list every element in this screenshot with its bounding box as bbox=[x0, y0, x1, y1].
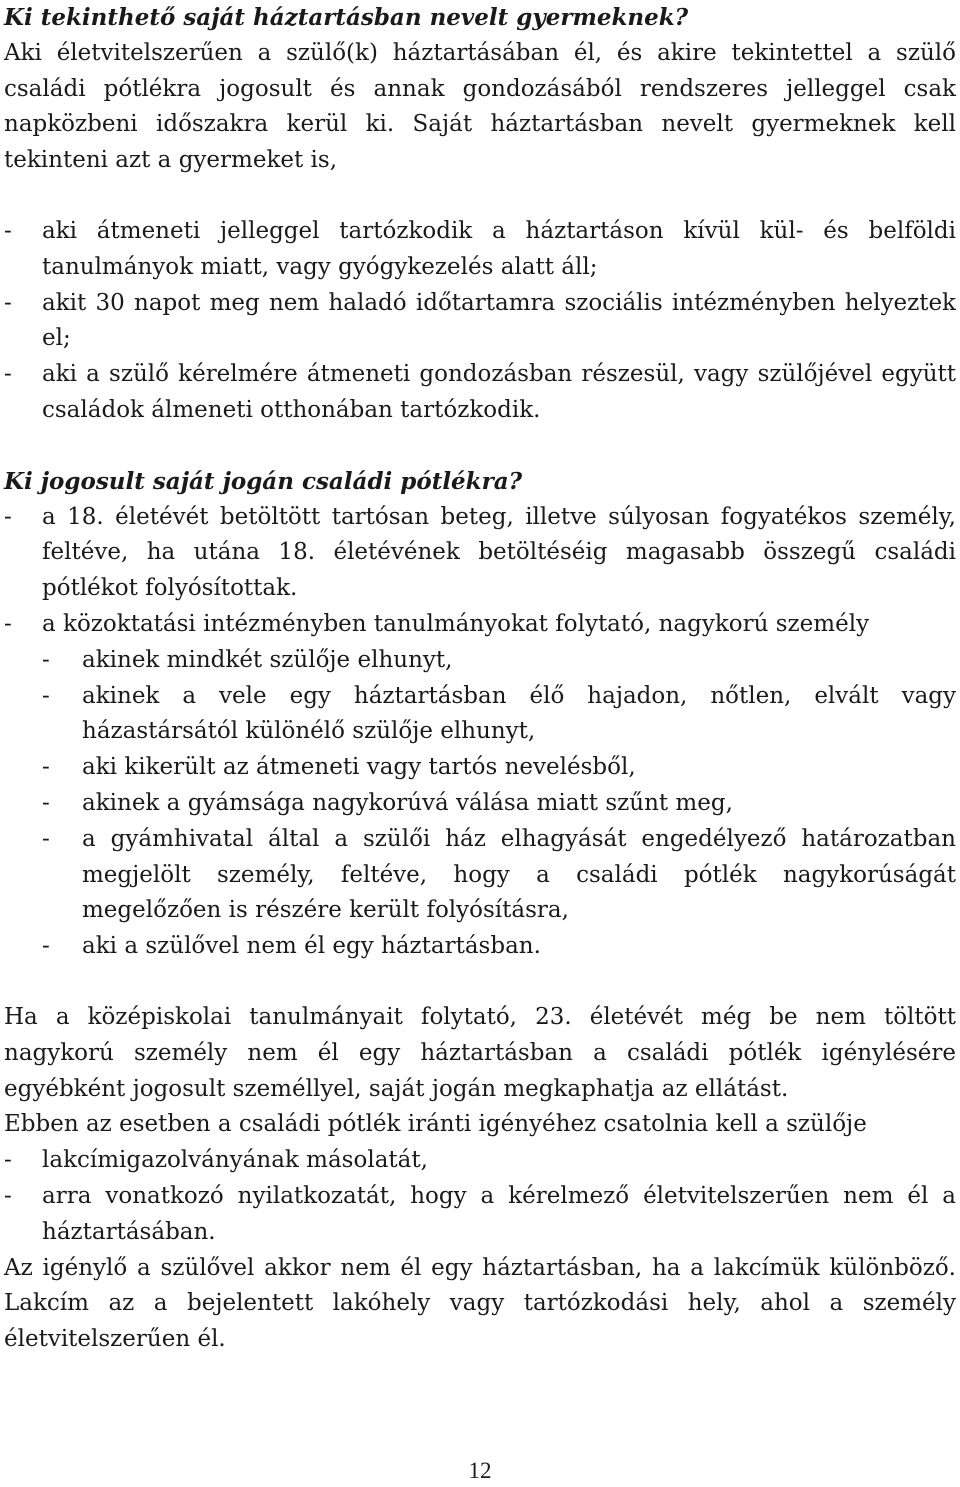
list-item-text: aki átmeneti jelleggel tartózkodik a háztartáson kívül kül- és belföldi tanulmányok miatt, vagy gyógykezelés alatt áll; bbox=[42, 217, 956, 280]
list-item-text: aki kikerült az átmeneti vagy tartós nevelésből, bbox=[82, 754, 636, 781]
section-heading-own-household: Ki tekinthető saját háztartásban nevelt gyermeknek? bbox=[4, 4, 689, 31]
dash-marker: - bbox=[4, 1147, 12, 1174]
list-item-text: aki a szülő kérelmére átmeneti gondozásban részesül, vagy szülőjével együtt családok álmeneti otthonában tartózkodik. bbox=[42, 361, 956, 423]
document-page bbox=[4, 0, 956, 1358]
list-item-text: akinek a gyámsága nagykorúvá válása miatt szűnt meg, bbox=[82, 789, 733, 816]
list-item bbox=[4, 1179, 956, 1251]
list-item-text: akit 30 napot meg nem haladó időtartamra szociális intézményben helyeztek el; bbox=[42, 289, 956, 352]
dash-marker: - bbox=[4, 217, 12, 244]
sub-list-item bbox=[4, 750, 956, 786]
sub-list-item bbox=[4, 929, 956, 965]
list-item-text: a gyámhivatal által a szülői ház elhagyását engedélyező határozatban megjelölt személy, feltéve, hogy a családi pótlék nagykorúságát megelőzően is részére került folyósításra, bbox=[82, 825, 956, 924]
section-heading-own-right: Ki jogosult saját jogán családi pótlékra? bbox=[4, 467, 523, 495]
list-item-text: arra vonatkozó nyilatkozatát, hogy a kérelmező életvitelszerűen nem él a háztartásában. bbox=[42, 1182, 956, 1245]
list-item bbox=[4, 357, 956, 429]
dash-marker: - bbox=[4, 503, 12, 530]
spacer bbox=[4, 429, 956, 464]
dash-marker: - bbox=[42, 646, 50, 673]
sub-list-item bbox=[4, 643, 956, 679]
spacer bbox=[4, 965, 956, 1000]
list-item bbox=[4, 607, 956, 643]
dash-marker: - bbox=[42, 682, 50, 709]
list-item-text: akinek mindkét szülője elhunyt, bbox=[82, 646, 453, 673]
list-item-text: akinek a vele egy háztartásban élő hajadon, nőtlen, elvált vagy házastársától különélő szülője elhunyt, bbox=[82, 682, 956, 745]
paragraph-attachments: Ebben az esetben a családi pótlék iránti igényéhez csatolnia kell a szülője bbox=[4, 1111, 867, 1138]
dash-marker: - bbox=[42, 789, 50, 816]
list-item-text: a 18. életévét betöltött tartósan beteg, illetve súlyosan fogyatékos személy, feltéve, ha utána 18. életévének betöltéséig magasabb összegű családi pótlékot folyósítottak. bbox=[42, 503, 956, 602]
list-item bbox=[4, 1143, 956, 1179]
paragraph-address-definition: Az igénylő a szülővel akkor nem él egy háztartásban, ha a lakcímük különböző. Lakcím az a bejelentett lakóhely vagy tartózkodási hely, ahol a személy életvitelszerűen él. bbox=[4, 1254, 956, 1353]
sub-list-item bbox=[4, 822, 956, 929]
list-item bbox=[4, 500, 956, 607]
sub-list-item bbox=[4, 679, 956, 751]
page-number: 12 bbox=[468, 1458, 492, 1483]
dash-marker: - bbox=[4, 1182, 12, 1209]
list-item bbox=[4, 214, 956, 286]
sub-list-item bbox=[4, 786, 956, 822]
list-item-text: lakcímigazolványának másolatát, bbox=[42, 1147, 428, 1174]
list-item-text: aki a szülővel nem él egy háztartásban. bbox=[82, 933, 541, 960]
intro-paragraph: Aki életvitelszerűen a szülő(k) háztartásában él, és akire tekintettel a szülő családi pótlékra jogosult és annak gondozásából rendszeres jelleggel csak napközbeni időszakra kerül ki. Saját háztartásban nevelt gyermeknek kell tekinteni azt a gyermeket is, bbox=[4, 39, 956, 174]
dash-marker: - bbox=[42, 825, 50, 852]
dash-marker: - bbox=[42, 933, 50, 960]
dash-marker: - bbox=[42, 754, 50, 781]
spacer bbox=[4, 179, 956, 214]
dash-marker: - bbox=[4, 610, 12, 637]
dash-marker: - bbox=[4, 289, 12, 316]
list-item-text: a közoktatási intézményben tanulmányokat folytató, nagykorú személy bbox=[42, 610, 870, 637]
list-item bbox=[4, 286, 956, 358]
paragraph-secondary-school: Ha a középiskolai tanulmányait folytató, 23. életévét még be nem töltött nagykorú személy nem él egy háztartásban a családi pótlék igénylésére egyébként jogosult személlyel, saját jogán megkaphatja az ellátást. bbox=[4, 1003, 956, 1102]
dash-marker: - bbox=[4, 361, 12, 388]
